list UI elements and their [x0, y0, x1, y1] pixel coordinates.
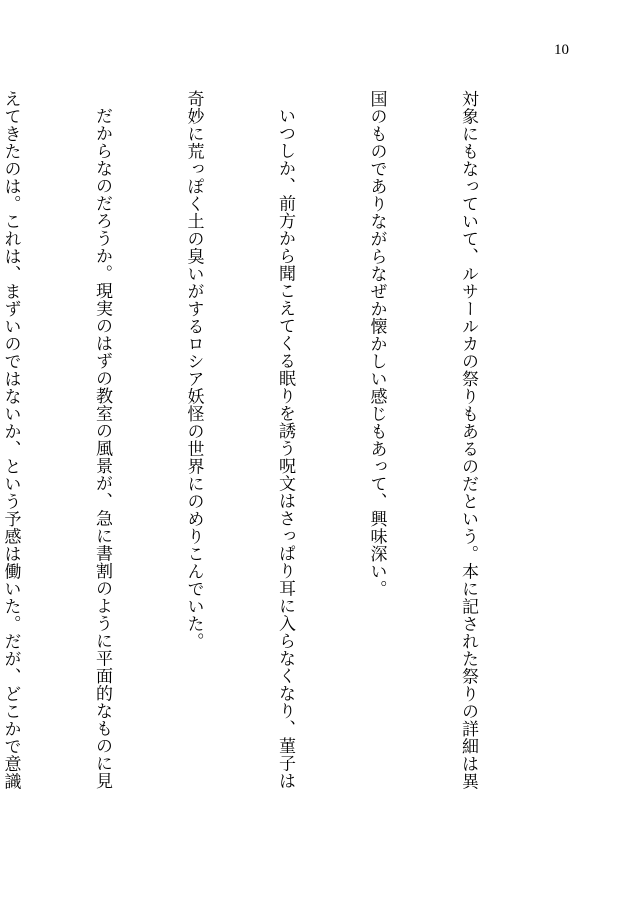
text-line: えてきたのは。これは、まずいのではないか、という予感は働いた。だが、どこかで意識 — [0, 90, 21, 790]
page-number: 10 — [554, 42, 569, 58]
vertical-text-body — [0, 90, 544, 810]
text-line: 対象にもなっていて、ルサールカの祭りもあるのだという。本に記された祭りの詳細は異 — [458, 90, 478, 790]
text-line: 国のものでありながらなぜか懐かしい感じもあって、興味深い。 — [366, 90, 387, 598]
text-line: いつしか、前方から聞こえてくる眠りを誘う呪文はさっぱり耳に入らなくなり、菫子は — [275, 107, 295, 790]
text-line: 奇妙に荒っぽく土の臭いがするロシア妖怪の世界にのめりこんでいた。 — [183, 90, 204, 650]
text-line: だからなのだろうか。現実のはずの教室の風景が、急に書割のように平面的なものに見 — [92, 107, 112, 790]
